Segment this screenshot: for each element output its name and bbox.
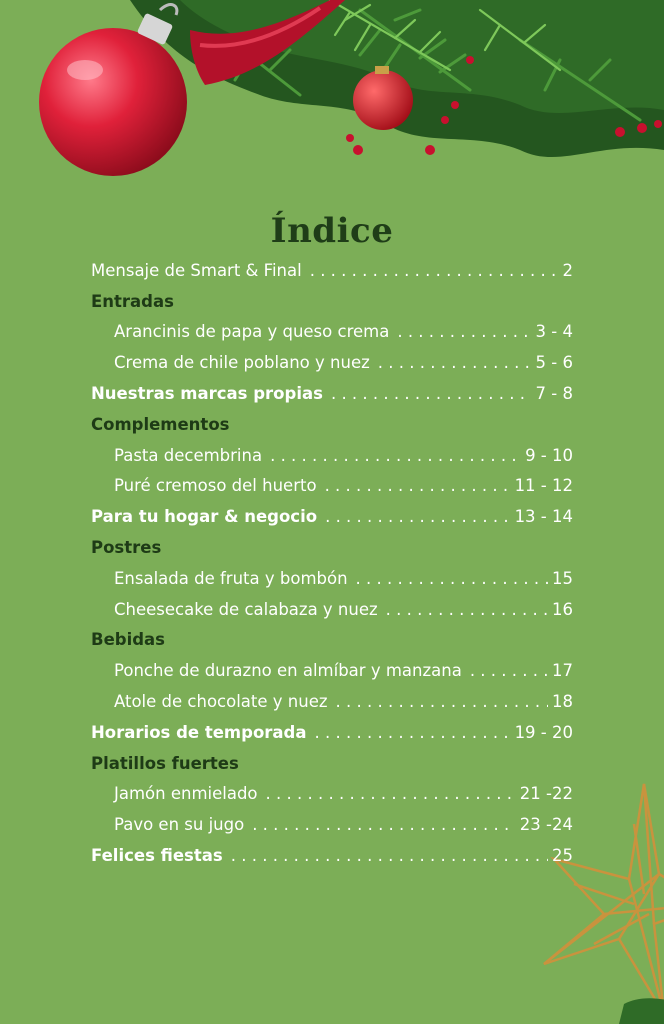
toc-entry — [91, 501, 573, 532]
toc-entry-label: Crema de chile poblano y nuez — [114, 353, 370, 373]
toc-entry-label: Atole de chocolate y nuez — [114, 692, 328, 712]
toc-section-label: Postres — [91, 538, 162, 558]
toc-entry — [91, 779, 573, 810]
toc-entry-label: Ensalada de fruta y bombón — [114, 568, 348, 588]
toc-entry — [91, 840, 573, 871]
dot-leader — [231, 846, 548, 865]
dot-leader — [252, 815, 516, 834]
toc-entry-page: 23 -24 — [519, 815, 573, 835]
dot-leader — [378, 353, 532, 372]
toc-entry-page: 17 — [552, 661, 573, 681]
toc-section-heading — [91, 286, 573, 317]
dot-leader — [336, 692, 548, 711]
toc-section-heading — [91, 625, 573, 656]
toc-entry-label: Nuestras marcas propias — [91, 384, 323, 404]
toc-entry-label: Ponche de durazno en almíbar y manzana — [114, 661, 462, 681]
table-of-contents — [91, 255, 573, 871]
dot-leader — [266, 784, 516, 803]
toc-entry-label: Felices fiestas — [91, 846, 223, 866]
toc-entry-label: Cheesecake de calabaza y nuez — [114, 599, 378, 619]
toc-entry-label: Arancinis de papa y queso crema — [114, 322, 390, 342]
toc-section-label: Platillos fuertes — [91, 753, 239, 773]
toc-entry-page: 2 — [562, 260, 573, 280]
toc-entry-page: 21 -22 — [519, 784, 573, 804]
toc-entry — [91, 471, 573, 502]
toc-entry-label: Jamón enmielado — [114, 784, 258, 804]
toc-entry — [91, 655, 573, 686]
toc-section-label: Bebidas — [91, 630, 166, 650]
dot-leader — [356, 569, 548, 588]
toc-section-label: Entradas — [91, 291, 174, 311]
toc-entry-label: Para tu hogar & negocio — [91, 507, 318, 527]
dot-leader — [331, 384, 532, 403]
toc-entry-page: 5 - 6 — [535, 353, 573, 373]
toc-entry — [91, 347, 573, 378]
toc-entry — [91, 686, 573, 717]
toc-entry-page: 3 - 4 — [535, 322, 573, 342]
toc-section-label: Complementos — [91, 414, 230, 434]
toc-entry-page: 16 — [552, 599, 573, 619]
dot-leader — [325, 507, 510, 526]
toc-entry — [91, 563, 573, 594]
toc-entry-label: Mensaje de Smart & Final — [91, 260, 302, 280]
toc-entry-page: 7 - 8 — [535, 384, 573, 404]
toc-entry — [91, 317, 573, 348]
toc-entry-page: 13 - 14 — [514, 507, 573, 527]
dot-leader — [310, 261, 559, 280]
toc-entry-page: 9 - 10 — [525, 445, 573, 465]
dot-leader — [470, 661, 548, 680]
toc-entry — [91, 809, 573, 840]
toc-section-heading — [91, 748, 573, 779]
dot-leader — [397, 322, 531, 341]
toc-entry — [91, 594, 573, 625]
toc-entry-page: 15 — [552, 568, 573, 588]
toc-entry-page: 19 - 20 — [514, 722, 573, 742]
toc-entry-label: Pavo en su jugo — [114, 815, 245, 835]
dot-leader — [386, 600, 548, 619]
page-title: Índice — [270, 210, 394, 251]
dot-leader — [270, 446, 521, 465]
toc-entry-label: Horarios de temporada — [91, 722, 307, 742]
toc-section-heading — [91, 409, 573, 440]
toc-entry — [91, 378, 573, 409]
toc-entry-label: Pasta decembrina — [114, 445, 263, 465]
toc-entry-label: Puré cremoso del huerto — [114, 476, 317, 496]
christmas-garland-icon — [0, 0, 664, 180]
toc-entry-page: 18 — [552, 692, 573, 712]
toc-entry-page: 11 - 12 — [514, 476, 573, 496]
toc-entry — [91, 717, 573, 748]
dot-leader — [315, 723, 511, 742]
toc-entry — [91, 440, 573, 471]
toc-section-heading — [91, 532, 573, 563]
dot-leader — [325, 476, 511, 495]
toc-entry — [91, 255, 573, 286]
toc-entry-page: 25 — [552, 846, 573, 866]
